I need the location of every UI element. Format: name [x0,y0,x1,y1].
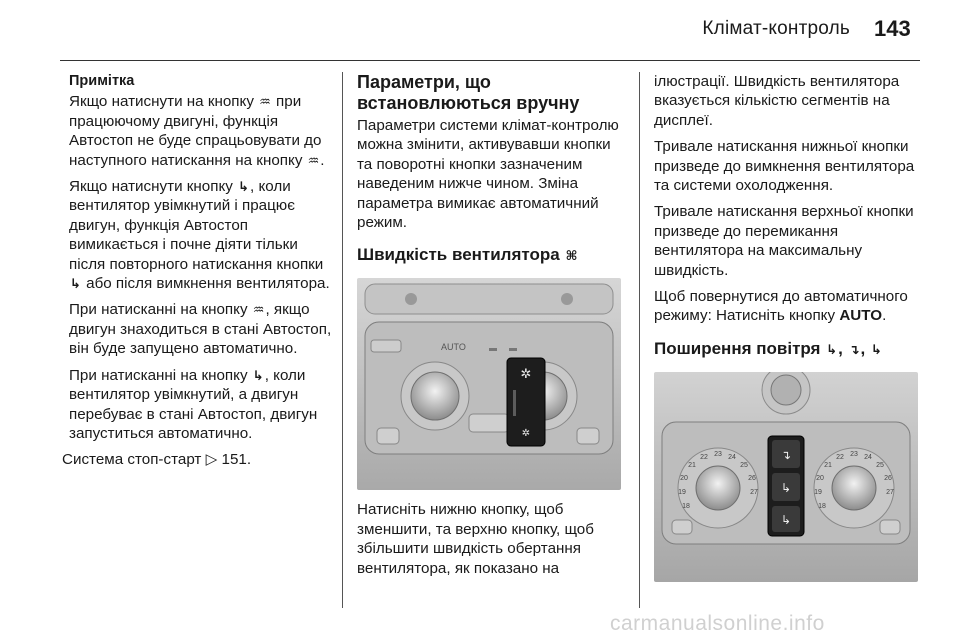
note-paragraph-3: При натисканні на кнопку ♒, якщо двигун знаходиться в стані Автостоп, він буде запущено автоматично. [69,301,332,358]
column-2 [357,72,627,585]
note-paragraph-2: Якщо натиснути кнопку ↳, коли вентилятор увімкнутий і працює двигун, функція Автостоп вимикається і почне діяти тільки після повторного натискання кнопки ↳ або після вимкнення вентилятора. [69,178,330,293]
air-distribution-heading: Поширення повітря ↳, ↴, ↳ [654,338,882,358]
defrost-icon: ♒ [259,94,271,110]
note-paragraph-4: При натисканні на кнопку ↳, коли вентилятор увімкнутий, а двигун перебуває в стані Автостоп, двигун запуститься автоматично. [69,366,318,442]
air-to-face-button-icon: ↴ [780,447,792,462]
air-distribution-icon: ↳ [70,276,81,292]
watermark: carmanualsonline.info [610,612,825,635]
auto-reference: AUTO [839,307,883,325]
note-title: Примітка [69,73,135,89]
note-paragraph-1: Якщо натиснути на кнопку ♒ при працюючому двигуні, функція Автостоп не буде спрацьовувати до наступного натискання на кнопку ♒. [69,93,325,169]
reference-link[interactable]: 151. [221,451,252,469]
header-divider [60,60,920,61]
fan-speed-illustration [357,278,621,490]
air-to-feet-and-face-icon: ↳ [870,341,882,357]
defrost-icon: ♒ [252,302,265,318]
temp-scale-label: 23 [714,450,722,458]
temp-scale-label: 27 [750,488,758,496]
column-3 [654,72,924,582]
fan-down-icon: ✲ [521,428,531,440]
air-distribution-icon: ↳ [252,367,264,383]
column-1 [62,72,334,477]
auto-button-label: AUTO [441,342,466,353]
page-number: 143 [874,16,911,41]
fan-icon: ⌘ [565,248,578,264]
temp-scale-label: 25 [740,461,748,469]
temp-scale-label: 22 [836,453,844,461]
temp-scale-label: 19 [814,488,822,496]
column-3-paragraph-4: Щоб повернутися до автоматичного режиму: Натисніть кнопку AUTO. [654,288,908,325]
cross-reference: Система стоп-старт ▷ 151. [62,451,252,469]
column-3-paragraph-3: Тривале натискання верхньої кнопки призведе до перемикання вентилятора на максимальну швидкість. [654,203,914,279]
temp-scale-label: 26 [748,474,756,482]
temp-scale-label: 23 [850,450,858,458]
reference-arrow-icon: ▷ [205,451,218,469]
page-header-title: Клімат-контроль [702,18,850,39]
temp-scale-label: 22 [700,453,708,461]
temp-scale-label: 24 [728,453,736,461]
fan-up-icon: ✲ [520,367,532,383]
temp-scale-label: 18 [682,502,690,510]
column-divider-left [342,72,343,608]
air-to-feet-icon: ↳ [826,341,838,357]
temp-scale-label: 25 [876,461,884,469]
section-heading: Параметри, що встановлюються вручну [357,72,580,113]
temp-scale-label: 19 [678,488,686,496]
temp-scale-label: 26 [884,474,892,482]
temp-scale-label: 21 [824,461,832,469]
section-paragraph: Параметри системи клімат-контролю можна змінити, активувавши кнопки та поворотні кнопки зазначеним наведеним нижче чином. Зміна параметра вимикає автоматичний режим. [357,117,619,232]
temp-scale-label: 20 [680,474,688,482]
air-distribution-illustration [654,372,918,582]
temp-scale-label: 18 [818,502,826,510]
fan-speed-paragraph: Натисніть нижню кнопку, щоб зменшити, та верхню кнопку, щоб збільшити швидкість обертання вентилятора, як показано на [357,501,594,577]
air-to-face-icon: ↴ [848,341,860,357]
defrost-icon: ♒ [307,152,320,168]
fan-speed-heading: Швидкість вентилятора ⌘ [357,245,578,265]
column-divider-right [639,72,640,608]
air-distribution-icon: ↳ [238,179,250,195]
temp-scale-label: 21 [688,461,696,469]
note-block [62,72,334,443]
column-3-paragraph-2: Тривале натискання нижньої кнопки призведе до вимкнення вентилятора та системи охолодження. [654,138,915,195]
air-to-feet-and-face-button-icon: ↳ [780,512,792,527]
temp-scale-label: 20 [816,474,824,482]
air-to-feet-button-icon: ↳ [780,480,792,495]
temp-scale-label: 24 [864,453,872,461]
column-3-paragraph-1: ілюстрації. Швидкість вентилятора вказується кількістю сегментів на дисплеї. [654,73,900,129]
temp-scale-label: 27 [886,488,894,496]
